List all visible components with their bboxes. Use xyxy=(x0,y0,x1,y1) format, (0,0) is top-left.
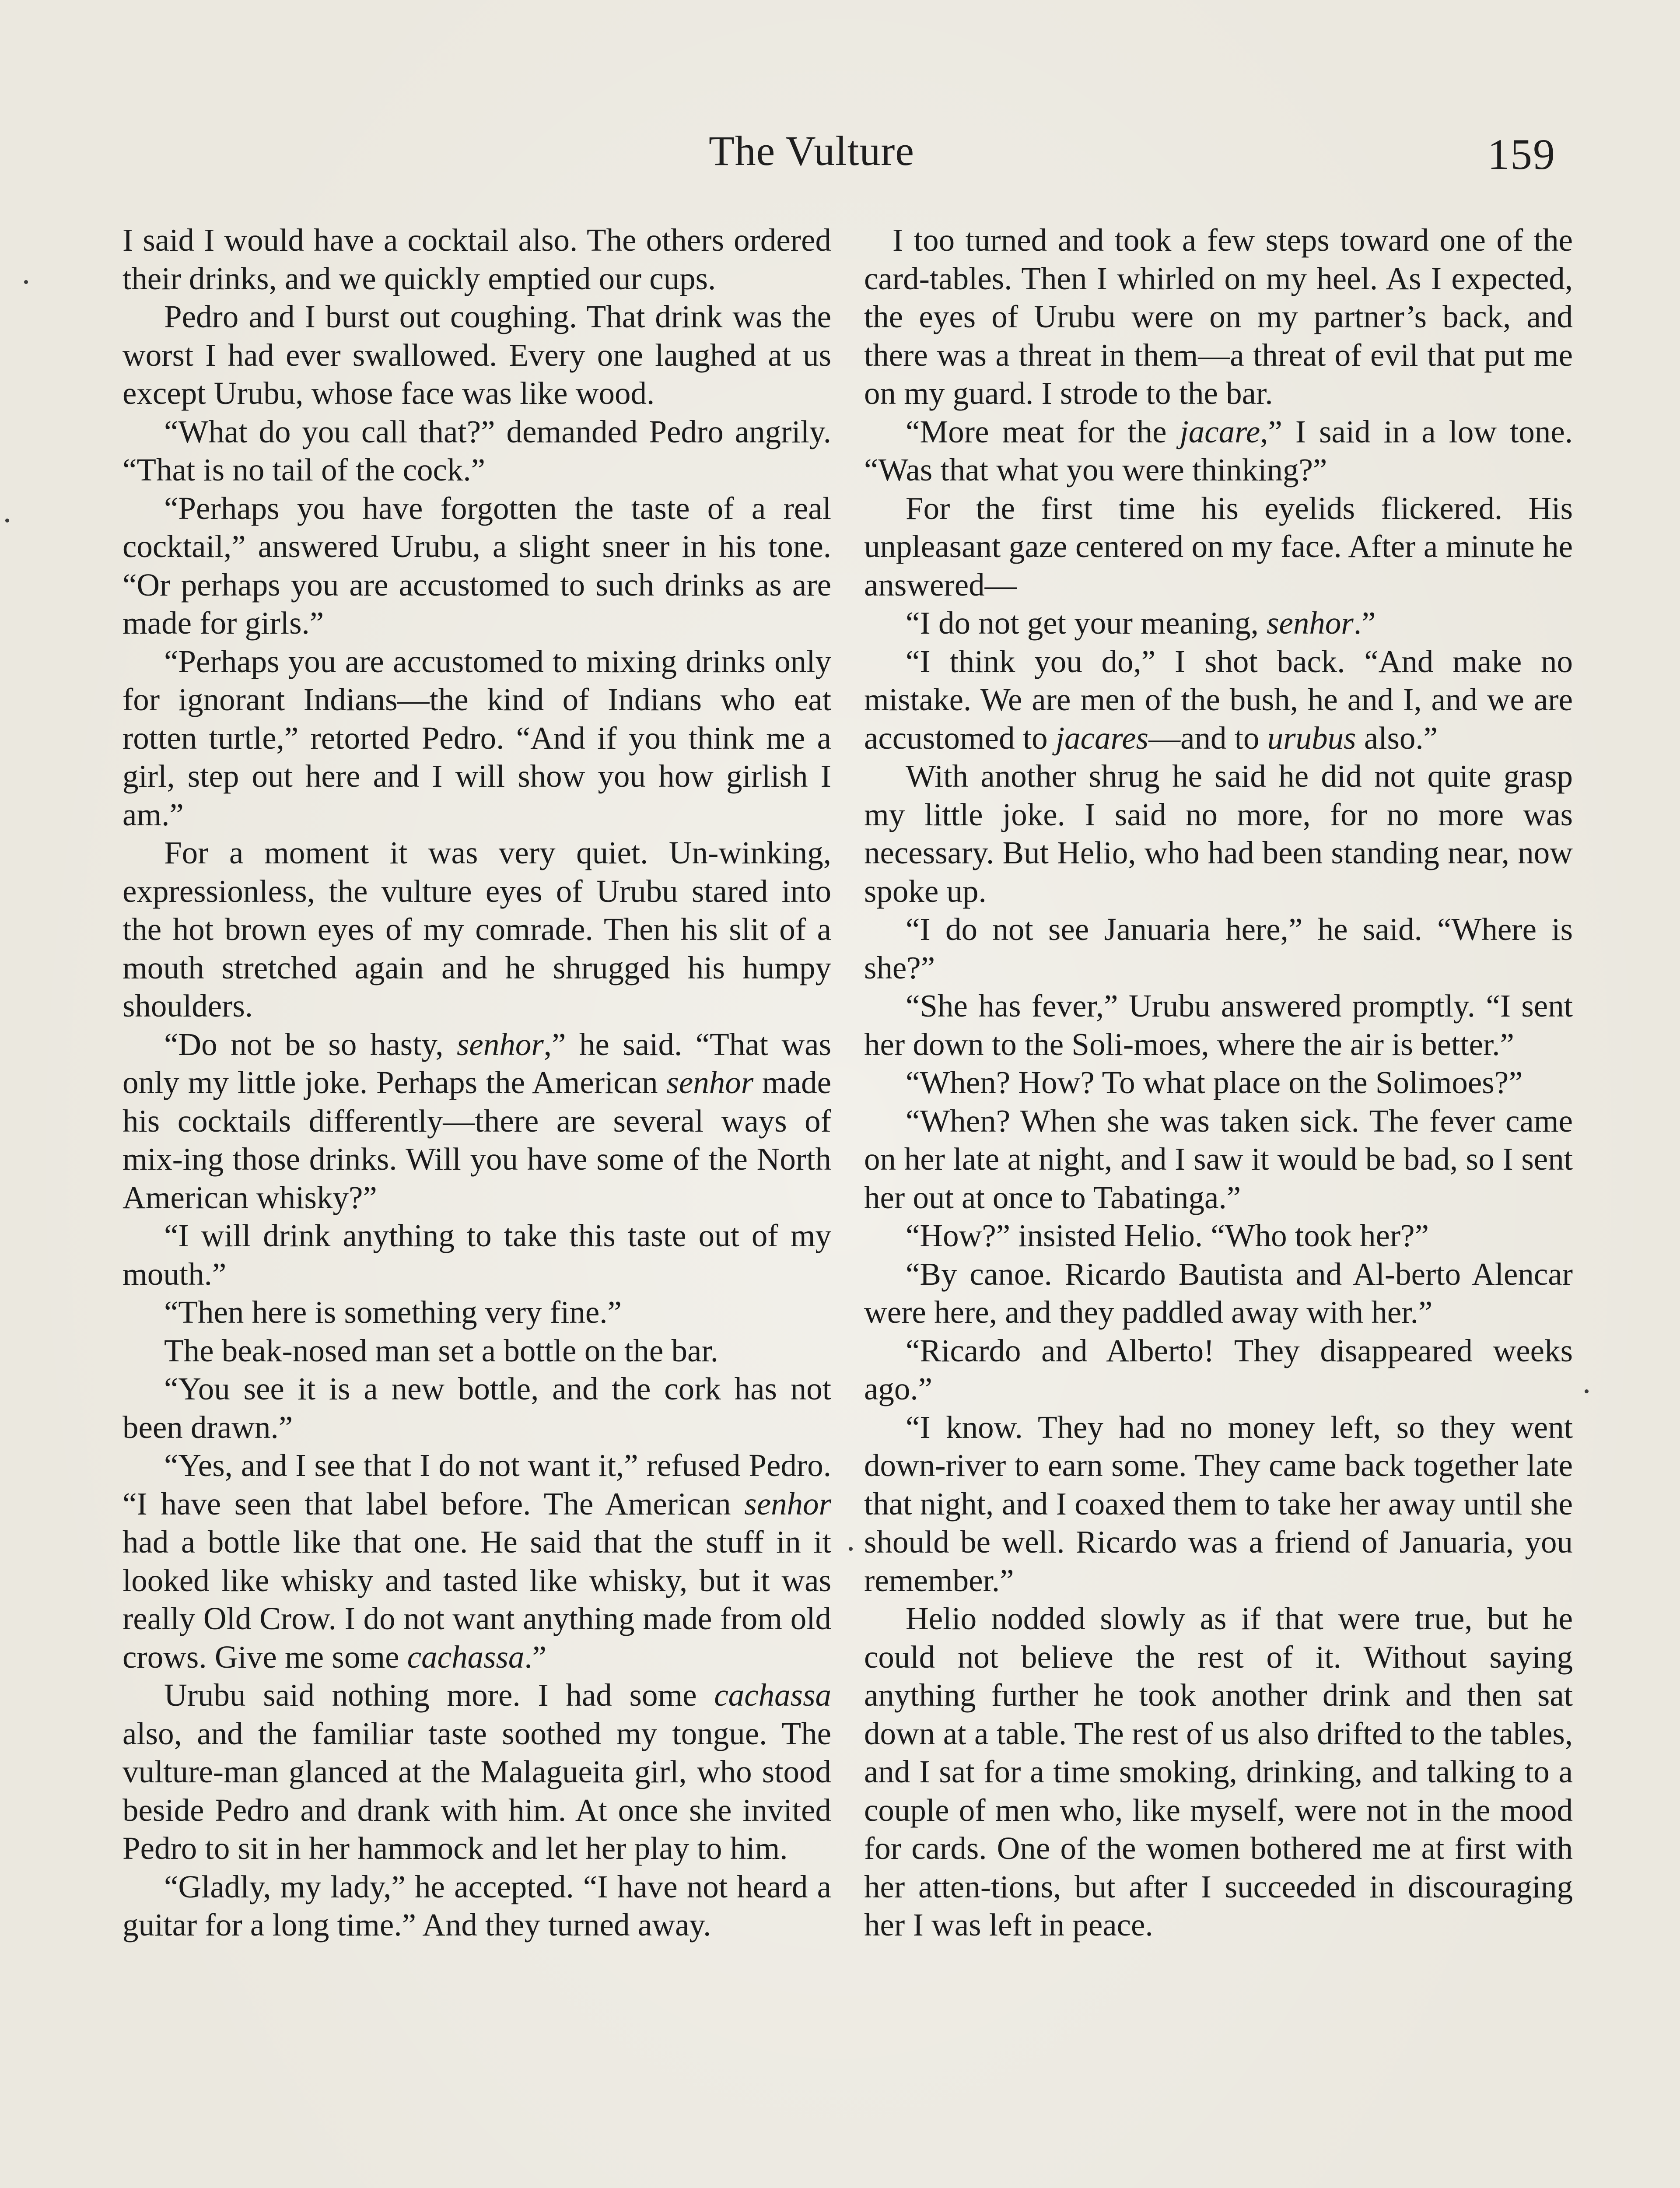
text-run: “I think you do,” I shot back. “And make no mistake. We are men of the bush, he and I, and we are accustomed to xyxy=(864,643,1573,756)
italic-text: cachassa xyxy=(407,1639,525,1675)
text-run: made his cocktails differently—there are several ways of mix-ing those drinks. Will you have some of the North American whisky?” xyxy=(122,1065,831,1215)
italic-text: jacares xyxy=(1055,720,1149,756)
text-run: “More meat for the xyxy=(906,414,1180,449)
text-run: had a bottle like that one. He said that the stuff in it looked like whisky and tasted like whisky, but it was really Old Crow. I do not want anything made from old crows. Give me some xyxy=(122,1524,831,1675)
paragraph xyxy=(122,642,831,834)
paragraph xyxy=(122,1868,831,1944)
text-run: “I will drink anything to take this taste out of my mouth.” xyxy=(122,1218,831,1292)
text-run: .” xyxy=(1353,605,1376,641)
paragraph xyxy=(864,1332,1573,1408)
paragraph xyxy=(864,757,1573,910)
paragraph xyxy=(864,987,1573,1063)
paragraph xyxy=(864,1408,1573,1600)
text-run: “Then here is something very fine.” xyxy=(164,1294,622,1330)
page-number: 159 xyxy=(1488,130,1556,179)
text-run: “Gladly, my lady,” he accepted. “I have not heard a guitar for a long time.” And they turned away. xyxy=(122,1869,831,1943)
paragraph xyxy=(122,221,831,298)
text-run: “What do you call that?” demanded Pedro angrily. “That is no tail of the cock.” xyxy=(122,414,831,487)
text-run: “When? When she was taken sick. The fever came on her late at night, and I saw it would be bad, so I sent her out at once to Tabatinga.” xyxy=(864,1103,1573,1215)
italic-text: senhor xyxy=(744,1486,831,1522)
text-run: also.” xyxy=(1356,720,1438,756)
italic-text: senhor xyxy=(666,1065,754,1100)
paragraph xyxy=(864,1217,1573,1255)
text-run: Pedro and I burst out coughing. That drink was the worst I had ever swallowed. Every one laughed at us except Urubu, whose face was like wood. xyxy=(122,299,831,411)
text-run: “I do not see Januaria here,” he said. “Where is she?” xyxy=(864,912,1573,985)
italic-text: urubus xyxy=(1267,720,1356,756)
paragraph xyxy=(864,910,1573,987)
paragraph xyxy=(864,413,1573,489)
paragraph xyxy=(122,1676,831,1868)
text-run: With another shrug he said he did not quite grasp my little joke. I said no more, for no more was necessary. But Helio, who had been standing near, now spoke up. xyxy=(864,758,1573,909)
text-run: “I do not get your meaning, xyxy=(906,605,1267,641)
text-run: ,” I said in a low tone. “Was that what you were thinking?” xyxy=(864,414,1573,487)
text-run: “She has fever,” Urubu answered promptly. “I sent her down to the Soli-moes, where the air is better.” xyxy=(864,988,1573,1062)
text-run: “Perhaps you are accustomed to mixing drinks only for ignorant Indians—the kind of Indians who eat rotten turtle,” retorted Pedro. “And if you think me a girl, step out here and I will show you how girlish I am.” xyxy=(122,643,831,832)
text-run: “Perhaps you have forgotten the taste of a real cocktail,” answered Urubu, a slight sneer in his tone. “Or perhaps you are accustomed to such drinks as are made for girls.” xyxy=(122,490,831,641)
text-run: For the first time his eyelids flickered. His unpleasant gaze centered on my face. After a minute he answered— xyxy=(864,490,1573,603)
print-speck xyxy=(1585,1389,1589,1393)
paragraph xyxy=(122,1332,831,1370)
text-run: I said I would have a cocktail also. The others ordered their drinks, and we quickly emptied our cups. xyxy=(122,222,831,296)
page-header xyxy=(0,125,1680,177)
paragraph xyxy=(122,298,831,413)
paragraph xyxy=(864,604,1573,642)
paragraph xyxy=(122,413,831,489)
text-run: —and to xyxy=(1148,720,1267,756)
paragraph xyxy=(864,489,1573,604)
paragraph xyxy=(864,1102,1573,1217)
paragraph xyxy=(122,1217,831,1293)
text-run: I too turned and took a few steps toward one of the card-tables. Then I whirled on my heel. As I expected, the eyes of Urubu were on my partner’s back, and there was a threat in them—a threat of evil that put me on my guard. I strode to the bar. xyxy=(864,222,1573,411)
paragraph xyxy=(122,1370,831,1446)
left-text-column xyxy=(122,221,831,1944)
text-run: Helio nodded slowly as if that were true, but he could not believe the rest of it. Without saying anything further he took another drink and then sat down at a table. The rest of us also drifted to the tables, and I sat for a time smoking, drinking, and talking to a couple of men who, like myself, were not in the mood for cards. One of the women bothered me at first with her atten-tions, but after I succeeded in discouraging her I was left in peace. xyxy=(864,1601,1573,1943)
paragraph xyxy=(864,1063,1573,1102)
text-run: Urubu said nothing more. I had some xyxy=(164,1677,714,1713)
print-speck xyxy=(849,1547,853,1551)
text-run: “How?” insisted Helio. “Who took her?” xyxy=(906,1218,1429,1253)
text-run: “When? How? To what place on the Solimoes?” xyxy=(906,1065,1523,1100)
paragraph xyxy=(864,642,1573,757)
running-title: The Vulture xyxy=(709,127,914,174)
paragraph xyxy=(864,221,1573,413)
right-text-column xyxy=(864,221,1573,1944)
paragraph xyxy=(864,1255,1573,1332)
text-run: also, and the familiar taste soothed my tongue. The vulture-man glanced at the Malagueita girl, who stood beside Pedro and drank with him. At once she invited Pedro to sit in her hammock and let her play to him. xyxy=(122,1715,831,1866)
paragraph xyxy=(122,1025,831,1217)
text-run: .” xyxy=(524,1639,547,1675)
paragraph xyxy=(864,1599,1573,1944)
text-run: “Yes, and I see that I do not want it,” refused Pedro. “I have seen that label before. The American xyxy=(122,1448,831,1522)
paragraph xyxy=(122,1293,831,1332)
text-run: “I know. They had no money left, so they went down-river to earn some. They came back together late that night, and I coaxed them to take her away until she should be well. Ricardo was a friend of Januaria, you remember.” xyxy=(864,1409,1573,1598)
text-run: “Do not be so hasty, xyxy=(164,1026,457,1062)
text-run: “By canoe. Ricardo Bautista and Al-berto Alencar were here, and they paddled away with her.” xyxy=(864,1256,1573,1330)
text-run: For a moment it was very quiet. Un-winking, expressionless, the vulture eyes of Urubu stared into the hot brown eyes of my comrade. Then his slit of a mouth stretched again and he shrugged his humpy shoulders. xyxy=(122,835,831,1024)
print-speck xyxy=(5,519,9,522)
italic-text: senhor xyxy=(457,1026,544,1062)
print-speck xyxy=(24,280,28,284)
text-run: The beak-nosed man set a bottle on the bar. xyxy=(164,1332,718,1368)
paragraph xyxy=(122,834,831,1025)
text-run: “You see it is a new bottle, and the cork has not been drawn.” xyxy=(122,1371,831,1445)
text-run: “Ricardo and Alberto! They disappeared weeks ago.” xyxy=(864,1332,1573,1406)
italic-text: cachassa xyxy=(714,1677,831,1713)
paragraph xyxy=(122,1446,831,1676)
text-run: ,” he said. “That was only my little joke. Perhaps the American xyxy=(122,1026,831,1100)
italic-text: senhor xyxy=(1267,605,1354,641)
paragraph xyxy=(122,489,831,642)
italic-text: jacare xyxy=(1180,414,1260,449)
